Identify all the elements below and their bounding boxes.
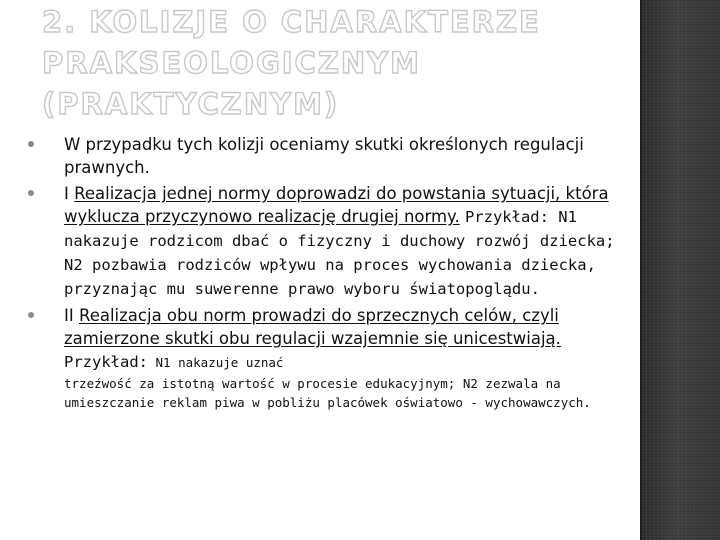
bullet-text: W przypadku tych kolizji oceniamy skutki określonych regulacji prawnych. (64, 135, 584, 177)
bullet-item-2 (28, 182, 628, 301)
example-label: Przykład: (464, 208, 549, 226)
bullet-prefix: I (64, 184, 75, 203)
example-text: N1 nakazuje rodzicom dbać o fizyczny i duchowy rozwój dziecka; N2 pozbawia rodziców wpływu na proces wychowania dziecka, przyznając mu suwerenne prawo wyboru światopoglądu. (64, 208, 615, 298)
bullet-icon (28, 190, 34, 196)
example-text-rest: trzeźwość za istotną wartość w procesie edukacyjnym; N2 zezwala na umieszczanie reklam piwa w pobliżu placówek oświatowo - wychowawczych. (64, 376, 591, 410)
example-text-start: N1 nakazuje uznać (148, 355, 284, 370)
bullet-prefix: II (64, 306, 79, 325)
bullet-item-1 (28, 133, 628, 179)
slide-title: 2. KOLIZJE O CHARAKTERZE PRAKSEOLOGICZNYM (PRAKTYCZNYM) (42, 5, 541, 121)
bullet-list (28, 133, 628, 415)
decorative-sidebar (642, 0, 720, 540)
bullet-item-3 (28, 304, 628, 412)
underlined-rule-text: Realizacja jednej normy doprowadzi do powstania sytuacji, która wyklucza przyczynowo realizację drugiej normy. (64, 184, 609, 226)
bullet-icon (28, 141, 34, 147)
example-label: Przykład: (64, 353, 148, 371)
bullet-icon (28, 312, 34, 318)
underlined-rule-text: Realizacja obu norm prowadzi do sprzecznych celów, czyli zamierzone skutki obu regulacji wzajemnie się unicestwiają. (64, 306, 561, 348)
